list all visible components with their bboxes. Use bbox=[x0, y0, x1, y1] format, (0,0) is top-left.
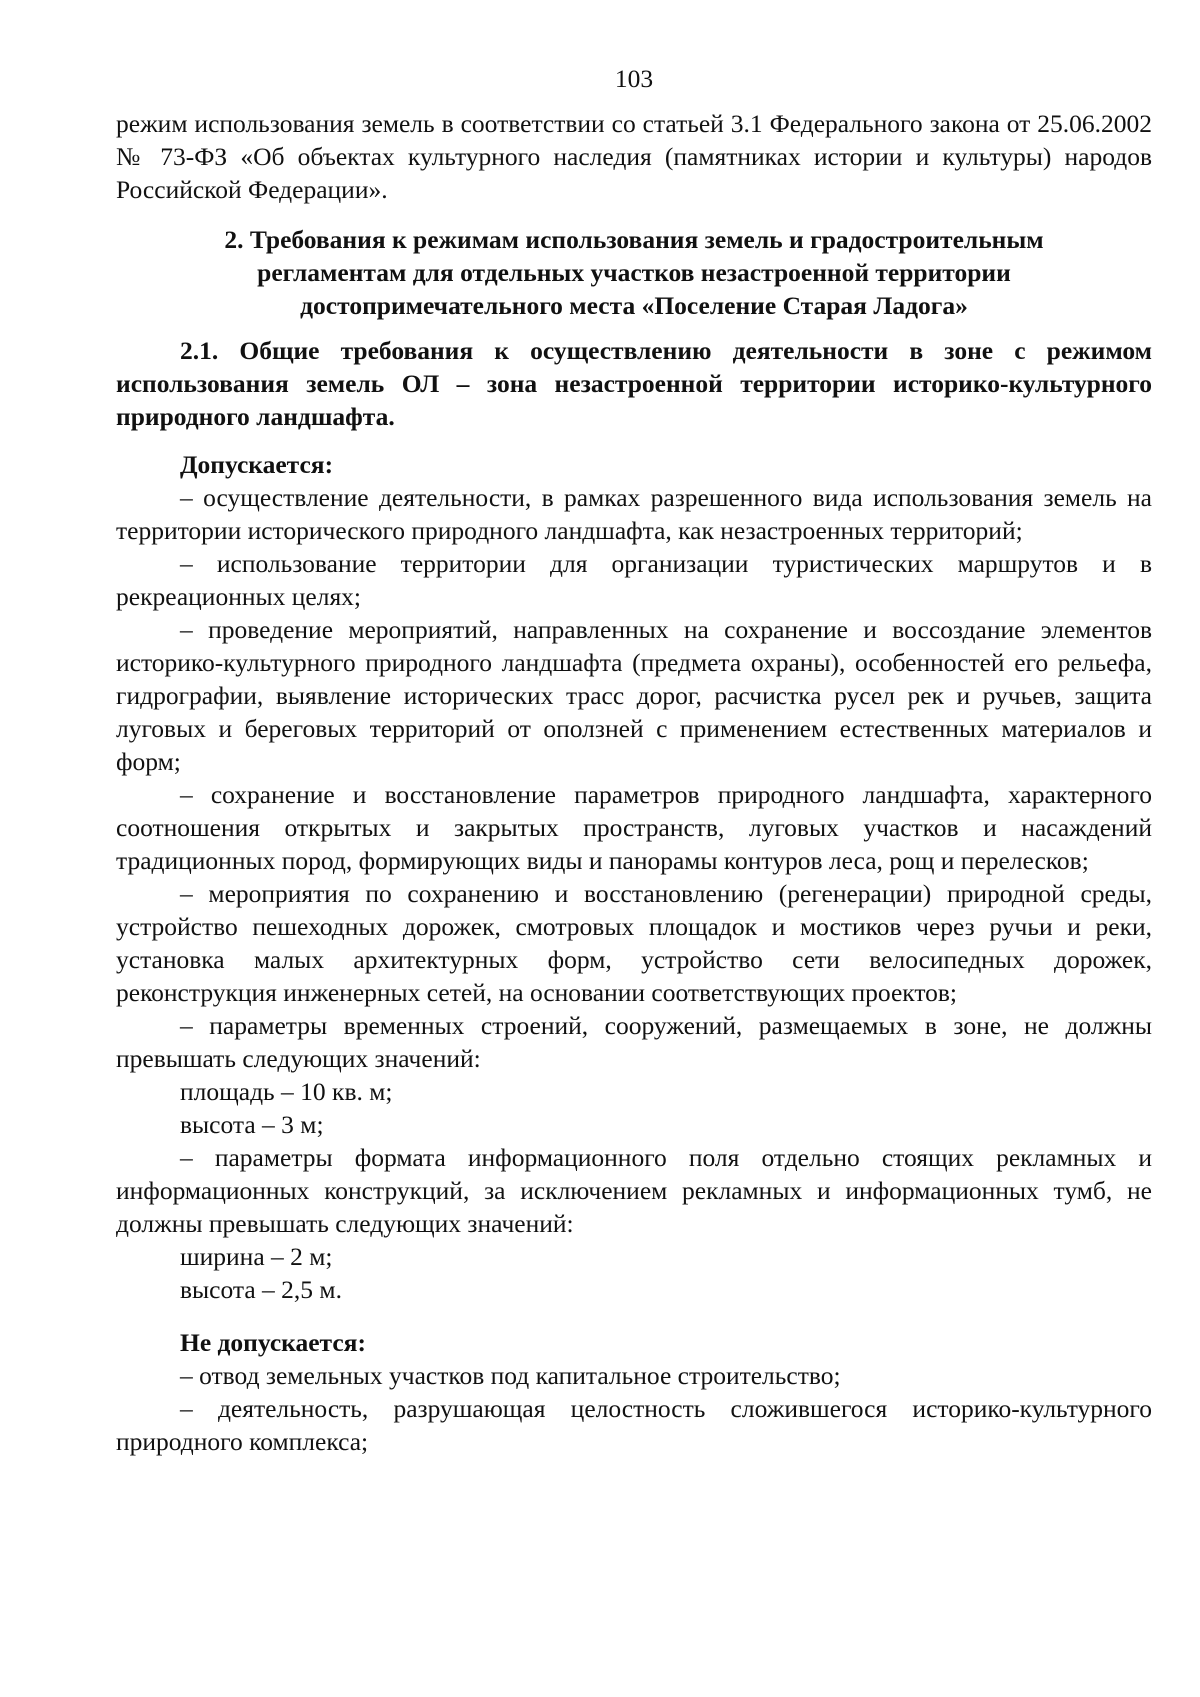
intro-paragraph: режим использования земель в соответствии со статьей 3.1 Федерального закона от 25.06.2002 № 73-ФЗ «Об объектах культурного наследия (памятниках истории и культуры) народов Российской Федерации». bbox=[116, 109, 1152, 204]
page-number: 103 bbox=[614, 64, 654, 93]
section-title-line: регламентам для отдельных участков незастроенной территории bbox=[257, 258, 1011, 287]
ad-structures-item: – параметры формата информационного поля отдельно стоящих рекламных и информационных конструкций, за исключением рекламных и информационных тумб, не должны превышать следующих значений: bbox=[116, 1143, 1152, 1238]
ad-structures-height: высота – 2,5 м. bbox=[180, 1275, 342, 1304]
temp-structures-height: высота – 3 м; bbox=[180, 1110, 324, 1139]
section-title-line: 2. Требования к режимам использования земель и градостроительным bbox=[224, 225, 1044, 254]
ad-structures-width: ширина – 2 м; bbox=[180, 1242, 333, 1271]
prohibited-label: Не допускается: bbox=[180, 1328, 366, 1357]
prohibited-item: – деятельность, разрушающая целостность сложившегося историко-культурного природного комплекса; bbox=[116, 1394, 1152, 1456]
temp-structures-area: площадь – 10 кв. м; bbox=[180, 1077, 393, 1106]
temp-structures-item: – параметры временных строений, сооружений, размещаемых в зоне, не должны превышать следующих значений: bbox=[116, 1011, 1152, 1073]
subsection-title: 2.1. Общие требования к осуществлению деятельности в зоне с режимом использования земель ОЛ – зона незастроенной территории историко-культурного природного ландшафта. bbox=[116, 336, 1152, 431]
section-title bbox=[116, 223, 1152, 322]
section-title-line: достопримечательного места «Поселение Старая Ладога» bbox=[300, 291, 968, 320]
allowed-item: – использование территории для организации туристических маршрутов и в рекреационных целях; bbox=[116, 549, 1152, 611]
allowed-item: – проведение мероприятий, направленных на сохранение и воссоздание элементов историко-культурного природного ландшафта (предмета охраны), особенностей его рельефа, гидрографии, выявление исторических трасс дорог, расчистка русел рек и ручьев, защита луговых и береговых территорий от оползней с применением естественных материалов и форм; bbox=[116, 615, 1152, 776]
allowed-item: – мероприятия по сохранению и восстановлению (регенерации) природной среды, устройство пешеходных дорожек, смотровых площадок и мостиков через ручьи и реки, установка малых архитектурных форм, устройство сети велосипедных дорожек, реконструкция инженерных сетей, на основании соответствующих проектов; bbox=[116, 879, 1152, 1007]
prohibited-item: – отвод земельных участков под капитальное строительство; bbox=[180, 1361, 841, 1390]
allowed-item: – осуществление деятельности, в рамках разрешенного вида использования земель на территории исторического природного ландшафта, как незастроенных территорий; bbox=[116, 483, 1152, 545]
allowed-item: – сохранение и восстановление параметров природного ландшафта, характерного соотношения открытых и закрытых пространств, луговых участков и насаждений традиционных пород, формирующих виды и панорамы контуров леса, рощ и перелесков; bbox=[116, 780, 1152, 875]
allowed-label: Допускается: bbox=[180, 450, 334, 479]
document-page bbox=[116, 62, 1152, 1458]
